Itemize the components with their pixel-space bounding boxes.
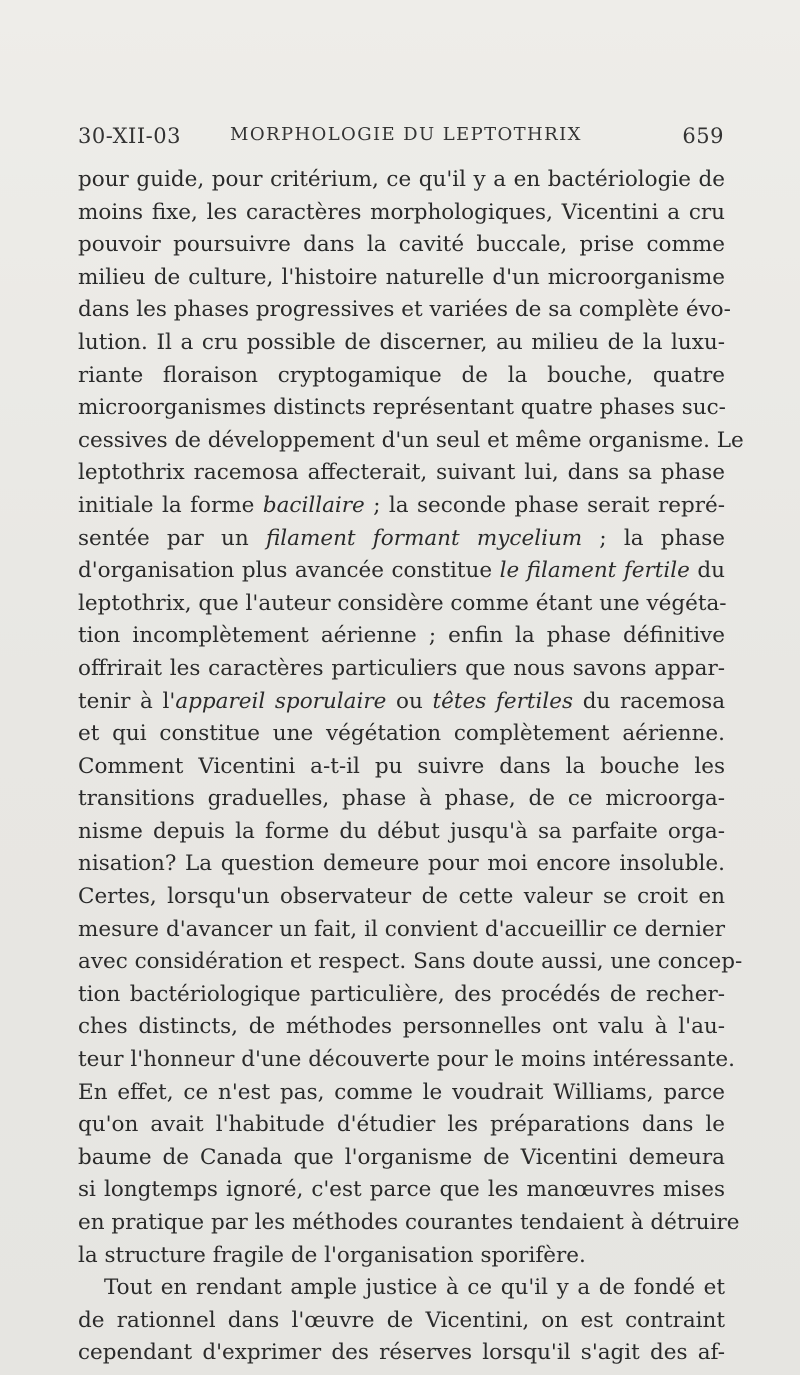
text-run: ; la phase [582, 525, 725, 551]
text-line: En effet, ce n'est pas, comme le voudrait Williams, parce [78, 1079, 725, 1105]
text-line: pour guide, pour critérium, ce qu'il y a en bactériologie de [78, 167, 725, 192]
text-line: ches distincts, de méthodes personnelles ont valu à l'au- [78, 1014, 725, 1040]
text-line: teur l'honneur d'une découverte pour le moins intéressante. [78, 1047, 735, 1073]
italic-term: filament formant mycelium [265, 525, 583, 551]
text-line: mesure d'avancer un fait, il convient d'accueillir ce dernier [78, 916, 725, 942]
text-run: ; la seconde phase serait repré- [364, 492, 725, 518]
text-line: moins fixe, les caractères morphologiques, Vicentini a cru [78, 199, 725, 225]
text-line: Comment Vicentini a-t-il pu suivre dans la bouche les [78, 753, 725, 779]
text-line: baume de Canada que l'organisme de Vicentini demeura [78, 1144, 725, 1170]
text-line: nisme depuis la forme du début jusqu'à sa parfaite orga- [78, 818, 725, 844]
italic-term: bacillaire [262, 492, 365, 518]
text-line: offrirait les caractères particuliers que nous savons appar- [78, 655, 725, 681]
text-line: lution. Il a cru possible de discerner, au milieu de la luxu- [78, 329, 725, 355]
running-head [78, 124, 724, 154]
text-line: en pratique par les méthodes courantes tendaient à détruire [78, 1210, 740, 1235]
text-line: microorganismes distincts représentant quatre phases suc- [78, 395, 726, 421]
text-line: tion incomplètement aérienne ; enfin la phase définitive [78, 623, 725, 649]
header-date: 30-XII-03 [78, 124, 181, 148]
text-run: sentée par un [78, 525, 266, 551]
text-run: initiale la forme [78, 492, 263, 518]
text-run: du racemosa [573, 688, 726, 714]
text-run: du [689, 558, 725, 584]
text-run: d'organisation plus avancée constitue [78, 558, 500, 584]
text-line: avec considération et respect. Sans doute aussi, une concep- [78, 949, 743, 975]
text-line: leptothrix racemosa affecterait, suivant lui, dans sa phase [78, 460, 725, 486]
text-line [78, 490, 725, 523]
italic-term: le filament fertile [499, 558, 690, 584]
text-line: Certes, lorsqu'un observateur de cette valeur se croit en [78, 884, 725, 910]
text-line: transitions graduelles, phase à phase, de ce microorga- [78, 786, 725, 812]
text-line: cessives de développement d'un seul et même organisme. Le [78, 427, 744, 453]
text-line: la structure fragile de l'organisation sporifère. [78, 1242, 586, 1268]
text-line: qu'on avait l'habitude d'étudier les préparations dans le [78, 1112, 725, 1138]
header-title: MORPHOLOGIE DU LEPTOTHRIX [230, 124, 582, 145]
page-number: 659 [682, 124, 724, 148]
italic-term: têtes fertiles [432, 688, 574, 714]
text-line: nisation? La question demeure pour moi encore insoluble. [78, 851, 725, 877]
text-line [78, 523, 725, 556]
text-line: de rationnel dans l'œuvre de Vicentini, on est contraint [78, 1307, 725, 1333]
text-line: si longtemps ignoré, c'est parce que les manœuvres mises [78, 1177, 725, 1203]
text-run: ou [386, 688, 433, 714]
text-line: Tout en rendant ample justice à ce qu'il y a de fondé et [104, 1275, 725, 1301]
text-line: tion bactériologique particulière, des procédés de recher- [78, 981, 725, 1007]
text-run: tenir à l' [78, 688, 176, 714]
text-line: pouvoir poursuivre dans la cavité buccale, prise comme [78, 232, 725, 258]
text-line: riante floraison cryptogamique de la bouche, quatre [78, 362, 725, 388]
text-line: leptothrix, que l'auteur considère comme étant une végéta- [78, 590, 727, 616]
text-line: et qui constitue une végétation complètement aérienne. [78, 721, 725, 747]
text-line: cependant d'exprimer des réserves lorsqu'il s'agit des af- [78, 1340, 725, 1366]
italic-term: appareil sporulaire [175, 688, 387, 714]
body-text [78, 164, 744, 1370]
text-line [78, 686, 725, 719]
text-line: milieu de culture, l'histoire naturelle d'un microorganisme [78, 264, 725, 290]
text-line [78, 555, 725, 588]
text-line: dans les phases progressives et variées de sa complète évo- [78, 297, 731, 323]
